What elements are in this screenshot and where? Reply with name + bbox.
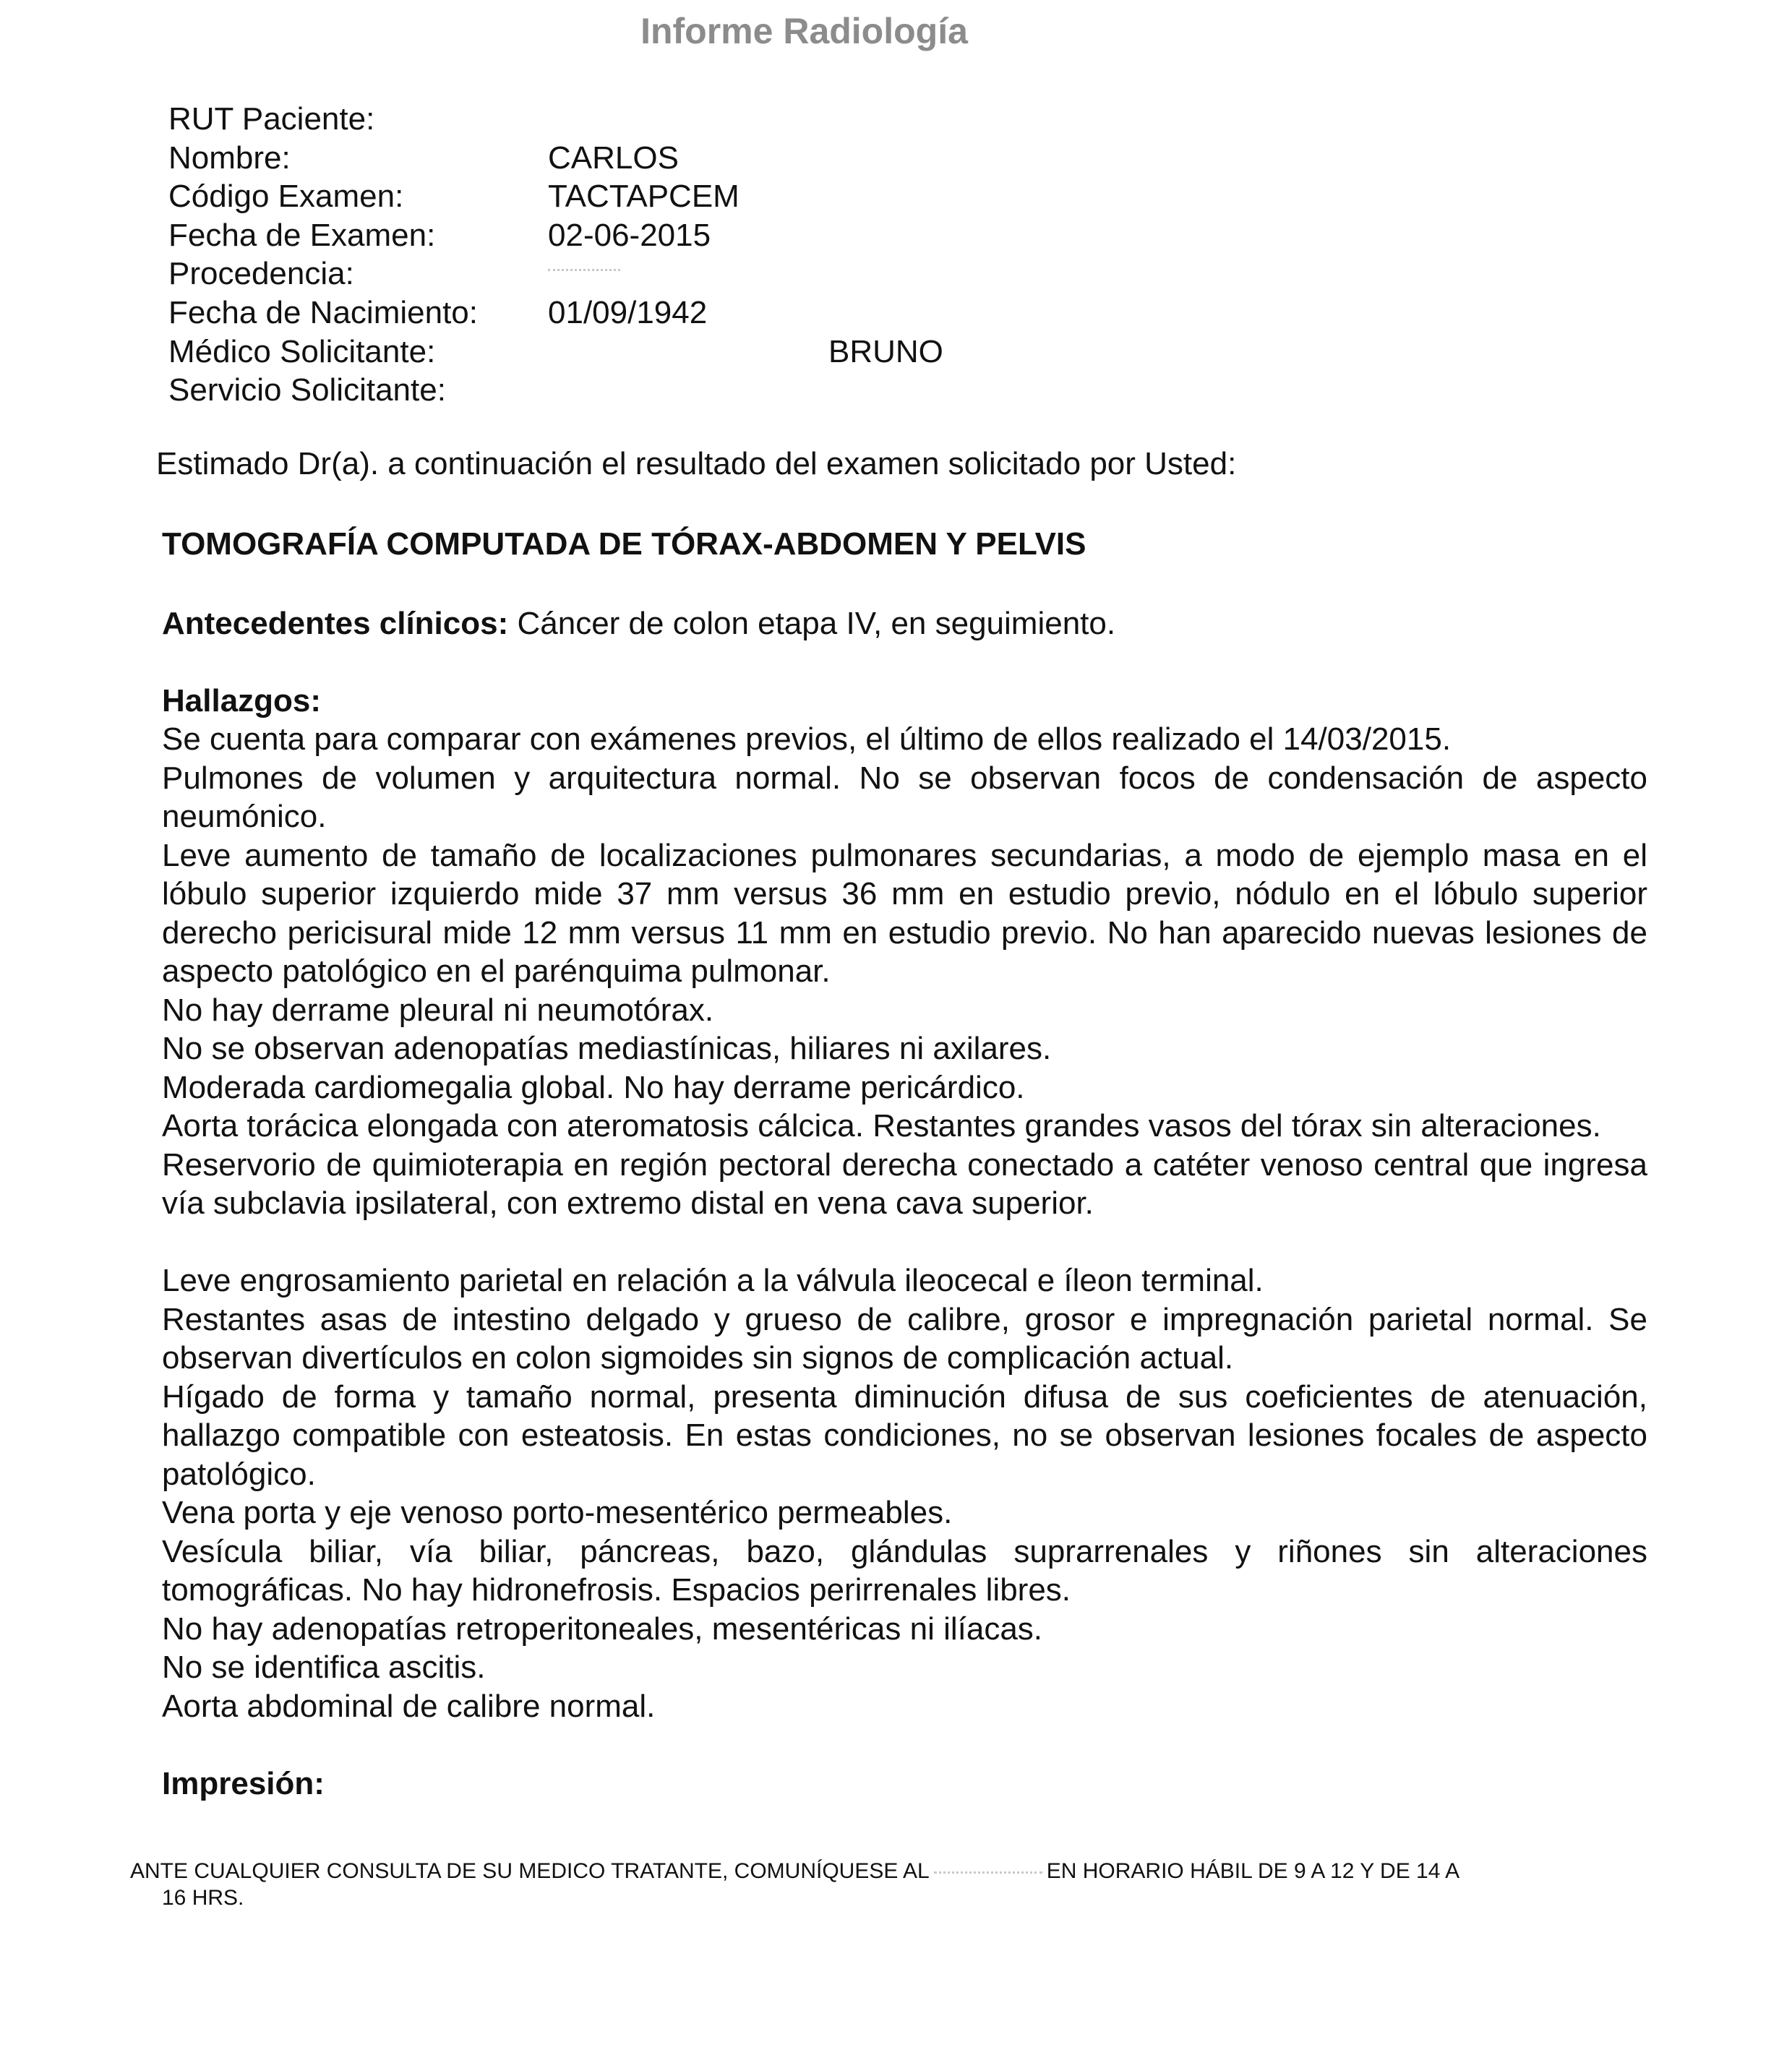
doctor-label: Médico Solicitante:: [168, 333, 436, 369]
service-label: Servicio Solicitante:: [168, 372, 446, 408]
birth-date-value: 01/09/1942: [548, 294, 708, 330]
exam-date-value: 02-06-2015: [548, 217, 711, 253]
findings-abdomen: [162, 1261, 1647, 1725]
clinical-history: [162, 604, 1647, 643]
finding-paragraph: Reservorio de quimioterapia en región pectoral derecha conectado a catéter venoso central que ingresa vía subclavia ipsilateral, con extremo distal en vena cava superior.: [162, 1146, 1647, 1221]
footer-text-after: EN HORARIO HÁBIL DE 9 A 12 Y DE 14 A: [1046, 1859, 1460, 1883]
report-body: [156, 445, 1647, 1803]
footer-note: [130, 1858, 1648, 1911]
finding-paragraph: Hígado de forma y tamaño normal, presenta diminución difusa de sus coeficientes de atenuación, hallazgo compatible con esteatosis. En estas condiciones, no se observan lesiones focales de aspecto patológico.: [162, 1378, 1647, 1492]
redacted-origin: [548, 269, 620, 274]
findings-heading: Hallazgos:: [162, 682, 322, 719]
finding-paragraph: No hay derrame pleural ni neumotórax.: [162, 992, 714, 1028]
findings-thorax: [162, 720, 1647, 1223]
impression-heading: Impresión:: [162, 1765, 325, 1801]
rut-label: RUT Paciente:: [168, 101, 375, 137]
report-title: Informe Radiología: [640, 11, 968, 51]
birth-date-label: Fecha de Nacimiento:: [168, 294, 478, 330]
name-value: CARLOS: [548, 140, 679, 176]
exam-code-label: Código Examen:: [168, 179, 404, 215]
exam-title: TOMOGRAFÍA COMPUTADA DE TÓRAX-ABDOMEN Y PELVIS: [162, 526, 1086, 562]
footer-text-before: ANTE CUALQUIER CONSULTA DE SU MEDICO TRATANTE, COMUNÍQUESE AL: [130, 1859, 930, 1883]
finding-paragraph: Leve engrosamiento parietal en relación a la válvula ileocecal e íleon terminal.: [162, 1263, 1264, 1298]
finding-paragraph: Pulmones de volumen y arquitectura normal. No se observan focos de condensación de aspecto neumónico.: [162, 760, 1647, 834]
finding-paragraph: Se cuenta para comparar con exámenes previos, el último de ellos realizado el 14/03/2015.: [162, 721, 1452, 757]
finding-paragraph: Moderada cardiomegalia global. No hay derrame pericárdico.: [162, 1069, 1025, 1105]
finding-paragraph: No se observan adenopatías mediastínicas, hiliares ni axilares.: [162, 1031, 1052, 1066]
redacted-phone: [934, 1871, 1042, 1874]
finding-paragraph: Vena porta y eje venoso porto-mesentérico permeables.: [162, 1495, 953, 1530]
finding-paragraph: No hay adenopatías retroperitoneales, mesentéricas ni ilíacas.: [162, 1611, 1043, 1647]
greeting: Estimado Dr(a). a continuación el resultado del examen solicitado por Usted:: [156, 446, 1237, 481]
footer-line-1: [130, 1858, 1648, 1884]
finding-paragraph: Restantes asas de intestino delgado y grueso de calibre, grosor e impregnación parietal normal. Se observan divertículos en colon sigmoides sin signos de complicación actual.: [162, 1301, 1647, 1376]
name-label: Nombre:: [168, 140, 291, 176]
clinical-history-label: Antecedentes clínicos:: [162, 606, 509, 641]
exam-date-label: Fecha de Examen:: [168, 217, 436, 253]
origin-label: Procedencia:: [168, 256, 354, 292]
finding-paragraph: Leve aumento de tamaño de localizaciones pulmonares secundarias, a modo de ejemplo masa en el lóbulo superior izquierdo mide 37 mm versus 36 mm en estudio previo, nódulo en el lóbulo superior derecho pericisural mide 12 mm versus 11 mm en estudio previo. No han aparecido nuevas lesiones de aspecto patológico en el parénquima pulmonar.: [162, 837, 1647, 989]
finding-paragraph: Aorta torácica elongada con ateromatosis cálcica. Restantes grandes vasos del tórax sin alteraciones.: [162, 1108, 1601, 1144]
finding-paragraph: Vesícula biliar, vía biliar, páncreas, bazo, glándulas suprarrenales y riñones sin alteraciones tomográficas. No hay hidronefrosis. Espacios perirrenales libres.: [162, 1533, 1647, 1608]
exam-code-value: TACTAPCEM: [548, 179, 739, 215]
clinical-history-text: Cáncer de colon etapa IV, en seguimiento.: [508, 606, 1116, 641]
finding-paragraph: Aorta abdominal de calibre normal.: [162, 1688, 656, 1724]
finding-paragraph: No se identifica ascitis.: [162, 1650, 486, 1685]
footer-line-2: 16 HRS.: [162, 1886, 244, 1910]
doctor-value: BRUNO: [828, 333, 943, 369]
